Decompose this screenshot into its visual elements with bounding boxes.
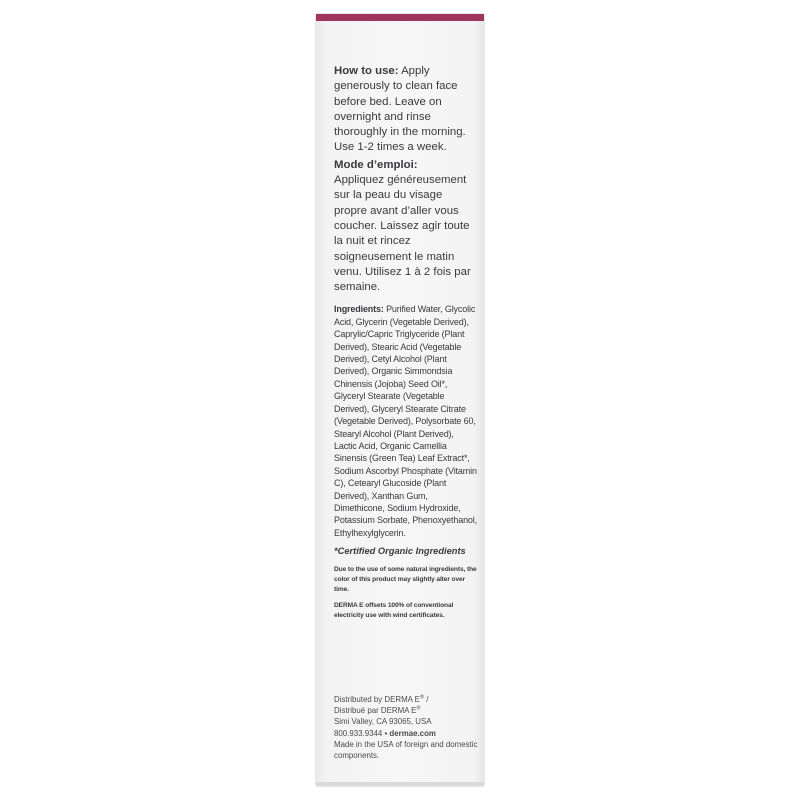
distribution-info [334, 694, 480, 761]
ingredients-text: Purified Water, Glycolic Acid, Glycerin (Vegetable Derived), Caprylic/Capric Triglyceride (Plant Derived), Stearic Acid (Vegetable Derived), Cetyl Alcohol (Plant Derived), Organic Simmondsia Chinensis (Jojoba) Seed Oil*, Glyceryl Stearate (Vegetable Derived), Glyceryl Stearate Citrate (Vegetable Derived), Polysorbate 60, Stearyl Alcohol (Plant Derived), Lactic Acid, Organic Camellia Sinensis (Green Tea) Leaf Extract*, Sodium Ascorbyl Phosphate (Vitamin C), Cetearyl Glucoside (Plant Derived), Xanthan Gum, Dimethicone, Sodium Hydroxide, Potassium Sorbate, Phenoxyethanol, Ethylhexylglycerin. [334, 304, 477, 538]
mode-emploi-section [334, 158, 478, 296]
website: dermae.com [389, 728, 436, 738]
distributor-line-en [334, 694, 480, 705]
product-box-side-panel [316, 14, 484, 786]
registered-mark: ® [419, 694, 425, 701]
certified-organic-note: *Certified Organic Ingredients [334, 546, 466, 557]
box-bottom-edge [316, 782, 484, 786]
color-variation-note: Due to the use of some natural ingredients, the color of this product may slightly alter over time. [334, 566, 477, 593]
distributor-line-fr [334, 705, 480, 716]
label-text-block [334, 64, 478, 621]
how-to-use-text: Apply generously to clean face before bed. Leave on overnight and rinse thoroughly in the morning. Use 1-2 times a week. [334, 65, 466, 154]
made-in-note: Made in the USA of foreign and domestic components. [334, 739, 478, 761]
distributor-address: Simi Valley, CA 93065, USA [334, 717, 432, 727]
how-to-use-label: How to use: [334, 65, 399, 77]
energy-offset-note: DERMA E offsets 100% of conventional electricity use with wind certificates. [334, 602, 454, 619]
contact-line [334, 728, 480, 739]
how-to-use-section [334, 64, 478, 156]
registered-mark-fr: ® [416, 705, 421, 712]
mode-emploi-text: Appliquez généreusement sur la peau du visage propre avant d’aller vous coucher. Laissez agir toute la nuit et rincez soigneusement le matin venu. Utilisez 1 à 2 fois par semaine. [334, 174, 471, 294]
distributor-slash: / [424, 695, 429, 704]
distributor-en-text: Distributed by DERMA E [334, 695, 420, 704]
accent-band-top [316, 14, 484, 21]
distributor-fr-text: Distribué par DERMA E [334, 706, 417, 716]
ingredients-label: Ingredients: [334, 304, 384, 315]
ingredients-section [334, 303, 478, 539]
mode-emploi-label: Mode d’emploi: [334, 158, 418, 171]
phone-number: 800.933.9344 • [334, 728, 390, 738]
